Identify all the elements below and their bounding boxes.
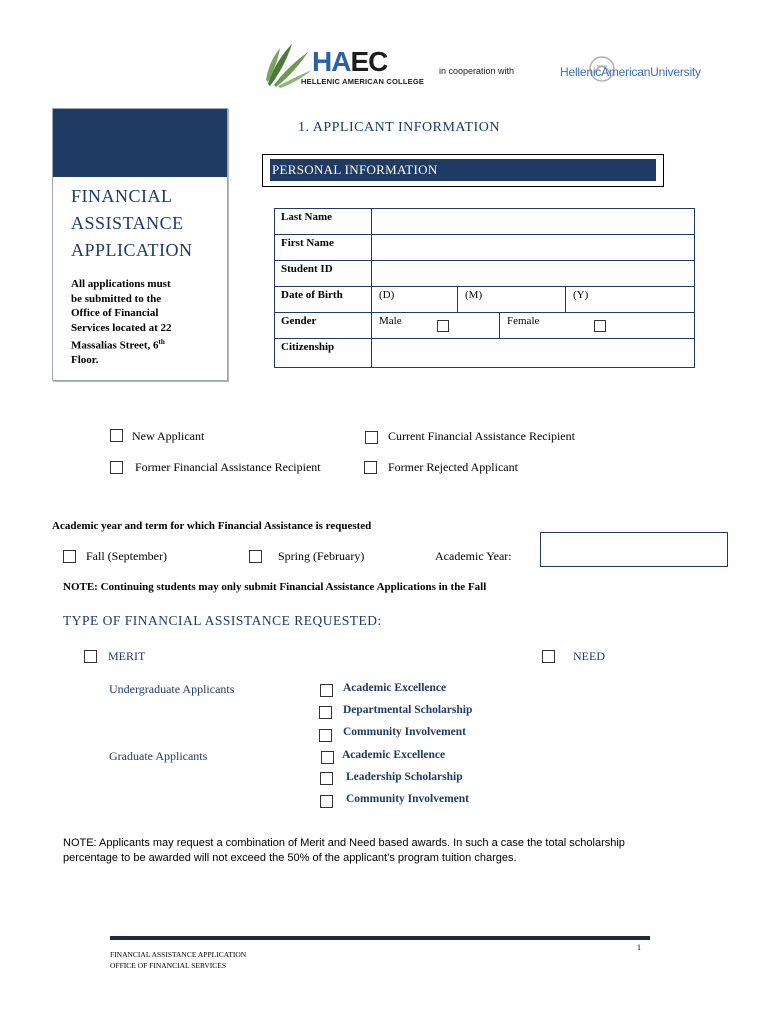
gender-divider xyxy=(499,313,500,338)
spring-checkbox[interactable] xyxy=(249,550,262,563)
former-recipient-label: Former Financial Assistance Recipient xyxy=(135,460,321,474)
citizenship-label: Citizenship xyxy=(281,341,335,353)
row-first-name[interactable] xyxy=(275,235,694,261)
ug-academic-excellence-label: Academic Excellence xyxy=(343,682,447,694)
grad-leadership-label: Leadership Scholarship xyxy=(346,771,463,783)
male-checkbox[interactable] xyxy=(437,320,449,332)
applicant-info-heading: 1. APPLICANT INFORMATION xyxy=(298,120,500,135)
personal-info-header xyxy=(262,154,664,187)
academic-year-label: Academic Year: xyxy=(435,549,512,563)
female-label: Female xyxy=(507,315,540,327)
note-line: Office of Financial xyxy=(71,307,159,319)
row-date-of-birth xyxy=(275,287,694,313)
ug-departmental-label: Departmental Scholarship xyxy=(343,704,473,716)
cooperation-text: in cooperation with xyxy=(439,66,515,76)
personal-info-table xyxy=(274,208,695,368)
term-heading: Academic year and term for which Financial Assistance is requested xyxy=(52,520,372,532)
gender-label: Gender xyxy=(281,315,317,327)
application-sidebar xyxy=(52,108,228,381)
grad-leadership-checkbox[interactable] xyxy=(320,772,333,785)
male-label: Male xyxy=(379,315,402,327)
sidebar-title-line: FINANCIAL xyxy=(71,186,173,206)
footer-line-2: OFFICE OF FINANCIAL SERVICES xyxy=(110,961,227,970)
need-label: NEED xyxy=(573,649,605,663)
footer-line-1: FINANCIAL ASSISTANCE APPLICATION xyxy=(110,950,247,959)
current-recipient-label: Current Financial Assistance Recipient xyxy=(388,429,575,443)
female-checkbox[interactable] xyxy=(594,320,606,332)
haec-logo xyxy=(312,46,387,78)
note-line-text: Massalias Street, 6 xyxy=(71,339,159,352)
row-student-id[interactable] xyxy=(275,261,694,287)
former-rejected-checkbox[interactable] xyxy=(364,461,377,474)
new-applicant-checkbox[interactable] xyxy=(110,429,123,442)
fall-only-note: NOTE: Continuing students may only submit Financial Assistance Applications in the Fall xyxy=(63,581,487,593)
dob-year-label: (Y) xyxy=(573,289,589,301)
dob-divider xyxy=(565,287,566,312)
fall-label: Fall (September) xyxy=(86,549,167,563)
ug-community-label: Community Involvement xyxy=(343,726,466,738)
page-number: 1 xyxy=(637,943,641,952)
former-recipient-checkbox[interactable] xyxy=(110,461,123,474)
grad-academic-excellence-checkbox[interactable] xyxy=(321,751,334,764)
merit-label: MERIT xyxy=(108,649,146,663)
note-superscript: th xyxy=(158,338,165,346)
grad-academic-excellence-label: Academic Excellence xyxy=(342,749,446,761)
sidebar-submission-note xyxy=(71,277,221,368)
graduate-label: Graduate Applicants xyxy=(109,749,208,763)
note-line: All applications must xyxy=(71,278,171,290)
sidebar-title-line: ASSISTANCE xyxy=(71,213,184,233)
current-recipient-checkbox[interactable] xyxy=(365,431,378,444)
row-citizenship[interactable] xyxy=(275,339,694,365)
logo-ha-text: HA xyxy=(312,46,351,77)
need-checkbox[interactable] xyxy=(542,650,555,663)
undergrad-label: Undergraduate Applicants xyxy=(109,682,235,696)
dob-month-label: (M) xyxy=(465,289,483,301)
note-line xyxy=(71,335,221,353)
first-name-label: First Name xyxy=(281,237,334,249)
note-line: Services located at 22 xyxy=(71,321,172,334)
footer-rule xyxy=(110,936,650,940)
dob-divider xyxy=(457,287,458,312)
ug-academic-excellence-checkbox[interactable] xyxy=(320,684,333,697)
spring-label: Spring (February) xyxy=(278,549,365,563)
grad-community-label: Community Involvement xyxy=(346,793,469,805)
note-line: be submitted to the xyxy=(71,292,162,305)
row-gender xyxy=(275,313,694,339)
ug-departmental-checkbox[interactable] xyxy=(319,706,332,719)
last-name-label: Last Name xyxy=(281,211,333,223)
merit-checkbox[interactable] xyxy=(84,650,97,663)
sidebar-band xyxy=(53,109,227,177)
logo-subtitle: HELLENIC AMERICAN COLLEGE xyxy=(301,77,425,86)
row-last-name[interactable] xyxy=(275,209,694,235)
partner-logo-text: HellenicAmericanUniversity xyxy=(560,65,701,79)
ug-community-checkbox[interactable] xyxy=(319,729,332,742)
student-id-label: Student ID xyxy=(281,263,333,275)
dob-label: Date of Birth xyxy=(281,289,343,301)
dob-day-label: (D) xyxy=(379,289,395,301)
grad-community-checkbox[interactable] xyxy=(320,795,333,808)
sidebar-title-line: APPLICATION xyxy=(71,240,193,260)
fall-checkbox[interactable] xyxy=(63,550,76,563)
logo-ec-text: EC xyxy=(350,46,388,77)
personal-info-label: PERSONAL INFORMATION xyxy=(270,159,656,181)
assistance-type-heading: TYPE OF FINANCIAL ASSISTANCE REQUESTED: xyxy=(63,613,382,628)
note-line: Floor. xyxy=(71,354,99,367)
former-rejected-label: Former Rejected Applicant xyxy=(388,460,518,474)
combination-note: NOTE: Applicants may request a combination of Merit and Need based awards. In such a case the total scholarship percentage to be awarded will not exceed the 50% of the applicant’s program tuition charges. xyxy=(63,837,625,864)
academic-year-input[interactable] xyxy=(540,532,728,567)
new-applicant-label: New Applicant xyxy=(132,429,205,443)
sidebar-title xyxy=(71,183,193,264)
